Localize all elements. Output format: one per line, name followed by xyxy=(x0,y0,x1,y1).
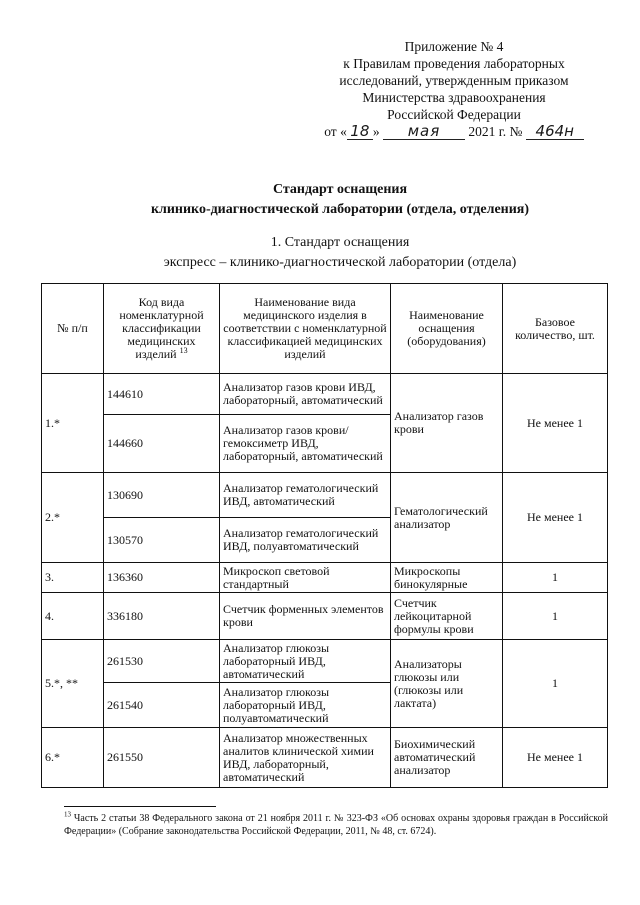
section-line-2: экспресс – клинико-диагностической лаборатории (отдела) xyxy=(163,255,517,270)
table-row xyxy=(42,640,608,683)
table-row xyxy=(42,473,608,518)
appendix-line-4: Министерства здравоохранения xyxy=(362,90,546,105)
section-heading xyxy=(40,233,640,273)
item-name: Анализатор гематологический ИВД, автоматический xyxy=(220,473,391,518)
footnote-divider xyxy=(64,806,216,807)
handwritten-order-number: 464н xyxy=(526,124,584,140)
table-row xyxy=(42,593,608,640)
order-date-line xyxy=(296,123,612,140)
footnote-text: Часть 2 статьи 38 Федерального закона от 21 ноября 2011 г. № 323-ФЗ «Об основах охраны здоровья граждан в Российской Федерации» (Собрание законодательства Российской Федерации, 2011, № 48, ст. 6724). xyxy=(64,813,608,837)
row-num: 5.*, ** xyxy=(42,640,104,728)
item-code: 130570 xyxy=(104,518,220,563)
header-qty: Базовое количество, шт. xyxy=(503,284,608,374)
item-name: Анализатор множественных аналитов клинической химии ИВД, лабораторный, автоматический xyxy=(220,728,391,788)
table-header-row xyxy=(42,284,608,374)
row-num: 3. xyxy=(42,563,104,593)
base-qty: Не менее 1 xyxy=(503,374,608,473)
item-code: 261530 xyxy=(104,640,220,683)
row-num: 2.* xyxy=(42,473,104,563)
item-code: 130690 xyxy=(104,473,220,518)
item-code: 144610 xyxy=(104,374,220,415)
item-name: Анализатор глюкозы лабораторный ИВД, полуавтоматический xyxy=(220,683,391,728)
header-item-name: Наименование вида медицинского изделия в соответствии с номенклатурной классификацией медицинских изделий xyxy=(220,284,391,374)
section-line-1: 1. Стандарт оснащения xyxy=(270,235,410,250)
appendix-block xyxy=(296,38,612,140)
item-code: 336180 xyxy=(104,593,220,640)
appendix-line-3: исследований, утвержденным приказом xyxy=(339,73,569,88)
header-num: № п/п xyxy=(42,284,104,374)
handwritten-day: 18 xyxy=(347,124,373,140)
item-name: Микроскоп световой стандартный xyxy=(220,563,391,593)
row-num: 4. xyxy=(42,593,104,640)
appendix-line-5: Российской Федерации xyxy=(387,107,521,122)
appendix-line-2: к Правилам проведения лабораторных xyxy=(343,56,565,71)
equipment-name: Анализатор газов крови xyxy=(391,374,503,473)
handwritten-month: мая xyxy=(383,124,465,140)
row-num: 1.* xyxy=(42,374,104,473)
item-code: 261540 xyxy=(104,683,220,728)
date-mid: » xyxy=(372,124,380,139)
base-qty: 1 xyxy=(503,593,608,640)
item-code: 144660 xyxy=(104,415,220,473)
header-code-text: Код вида номенклатурной классификации медицинских изделий xyxy=(119,295,204,361)
equipment-name: Гематологический анализатор xyxy=(391,473,503,563)
item-name: Анализатор глюкозы лабораторный ИВД, автоматический xyxy=(220,640,391,683)
header-equipment: Наименование оснащения (оборудования) xyxy=(391,284,503,374)
item-name: Анализатор газов крови/гемоксиметр ИВД, лабораторный, автоматический xyxy=(220,415,391,473)
item-code: 136360 xyxy=(104,563,220,593)
row-num: 6.* xyxy=(42,728,104,788)
year-text: 2021 г. № xyxy=(468,124,523,139)
item-name: Анализатор гематологический ИВД, полуавтоматический xyxy=(220,518,391,563)
footnote-mark: 13 xyxy=(64,810,71,819)
item-code: 261550 xyxy=(104,728,220,788)
date-prefix: от « xyxy=(324,124,347,139)
footnote xyxy=(64,812,608,838)
appendix-title: Приложение № 4 xyxy=(404,39,504,54)
item-name: Анализатор газов крови ИВД, лабораторный, автоматический xyxy=(220,374,391,415)
item-name: Счетчик форменных элементов крови xyxy=(220,593,391,640)
title-line-1: Стандарт оснащения xyxy=(272,182,408,197)
header-code xyxy=(104,284,220,374)
base-qty: Не менее 1 xyxy=(503,728,608,788)
footnote-ref: 13 xyxy=(179,346,188,355)
equipment-name: Анализаторы глюкозы или (глюкозы или лактата) xyxy=(391,640,503,728)
equipment-name: Счетчик лейкоцитарной формулы крови xyxy=(391,593,503,640)
base-qty: Не менее 1 xyxy=(503,473,608,563)
table-row xyxy=(42,374,608,415)
base-qty: 1 xyxy=(503,640,608,728)
title-line-2: клинико-диагностической лаборатории (отдела, отделения) xyxy=(150,202,530,217)
equipment-name: Микроскопы бинокулярные xyxy=(391,563,503,593)
base-qty: 1 xyxy=(503,563,608,593)
table-row xyxy=(42,728,608,788)
table-row xyxy=(42,563,608,593)
equipment-name: Биохимический автоматический анализатор xyxy=(391,728,503,788)
document-title xyxy=(40,180,640,220)
equipment-table xyxy=(41,283,608,788)
